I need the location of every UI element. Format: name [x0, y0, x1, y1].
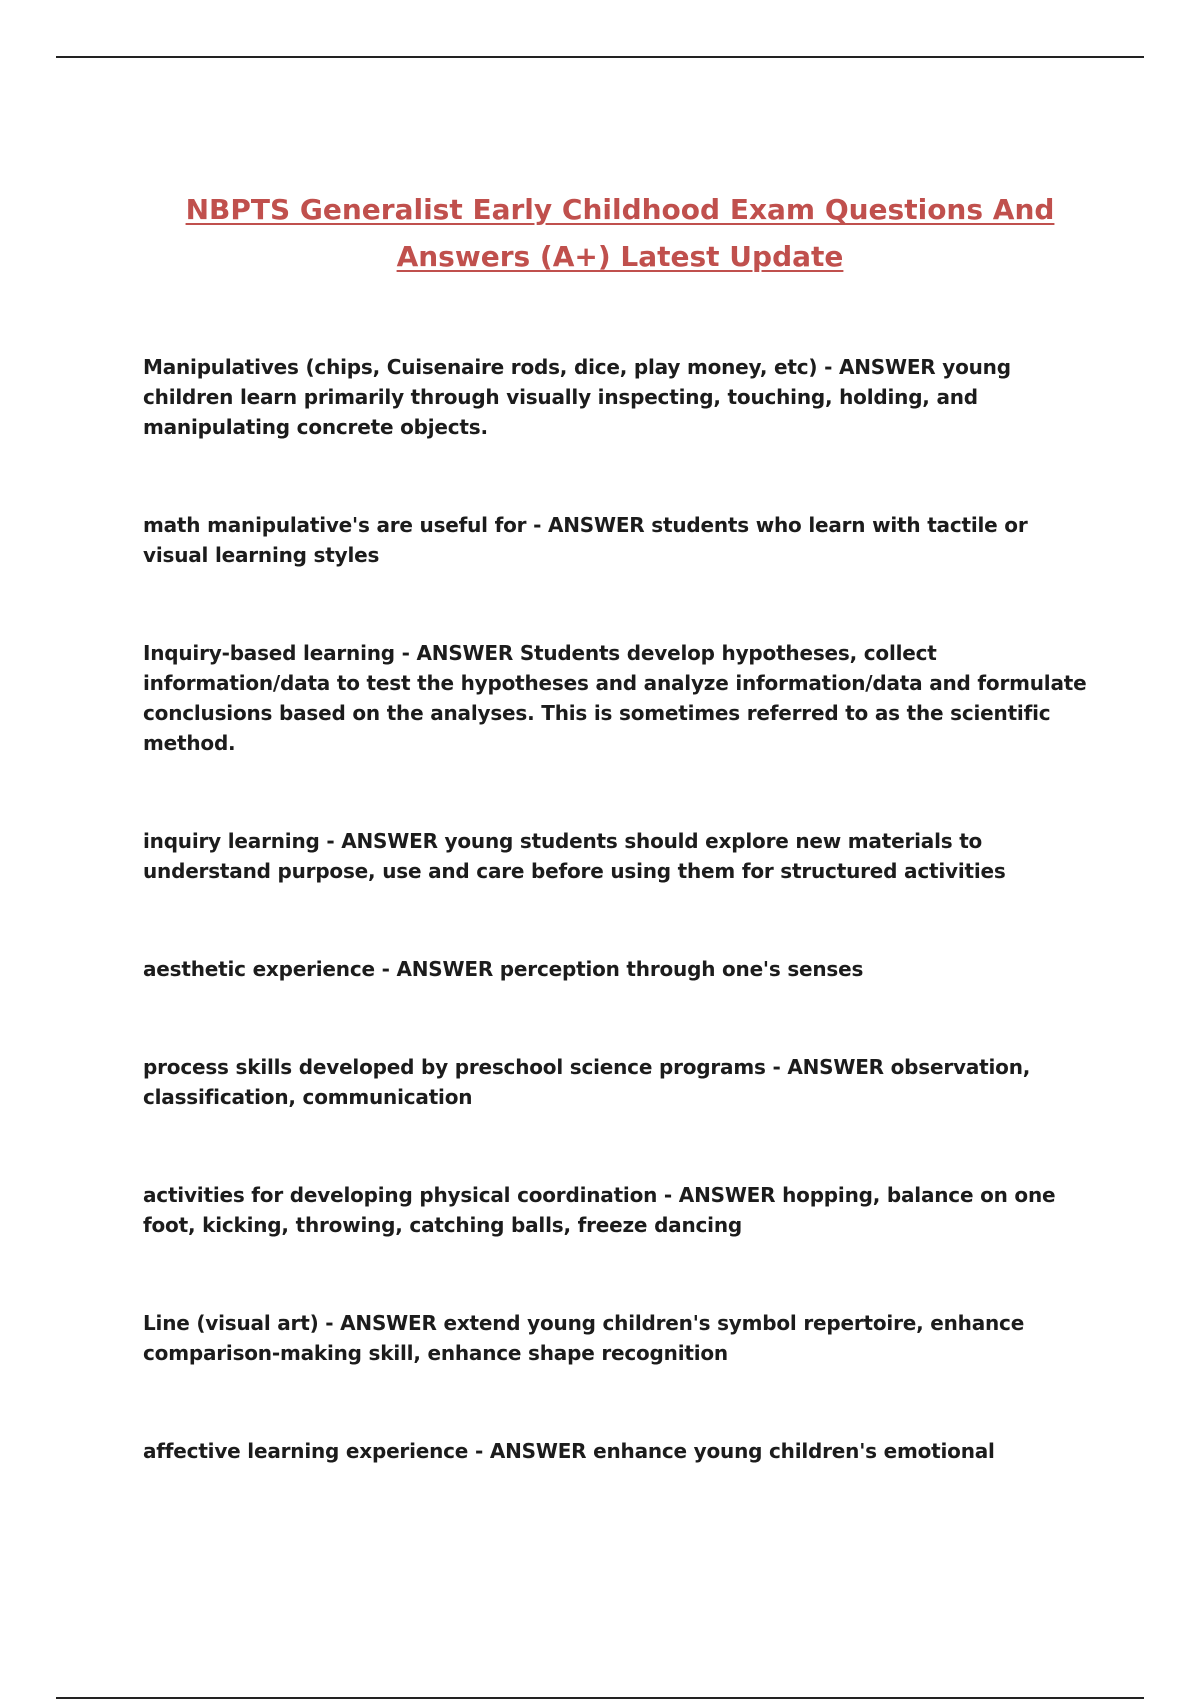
- qa-answer: young children learn primarily through visually inspecting, touching, holding, and manipulating concrete objects.: [143, 355, 1011, 439]
- qa-answer: hopping, balance on one foot, kicking, throwing, catching balls, freeze dancing: [143, 1183, 1056, 1237]
- title-line-2: Answers (A+) Latest Update: [396, 240, 844, 273]
- qa-term: activities for developing physical coordination: [143, 1183, 658, 1207]
- qa-separator: - ANSWER: [468, 1439, 594, 1463]
- qa-answer: students who learn with tactile or visual learning styles: [143, 513, 1028, 567]
- qa-separator: - ANSWER: [394, 641, 520, 665]
- qa-term: Line (visual art): [143, 1311, 319, 1335]
- qa-item: [143, 510, 1093, 570]
- qa-item: [143, 954, 1093, 984]
- qa-term: Inquiry-based learning: [143, 641, 395, 665]
- qa-term: math manipulative's are useful for: [143, 513, 527, 537]
- qa-term: inquiry learning: [143, 829, 320, 853]
- qa-term: affective learning experience: [143, 1439, 469, 1463]
- qa-term: process skills developed by preschool science programs: [143, 1055, 766, 1079]
- qa-item: [143, 1180, 1093, 1240]
- qa-separator: - ANSWER: [374, 957, 500, 981]
- qa-item: [143, 1436, 1093, 1466]
- qa-answer: perception through one's senses: [499, 957, 864, 981]
- qa-separator: - ANSWER: [318, 1311, 444, 1335]
- qa-item: [143, 638, 1093, 758]
- qa-list: [143, 352, 1093, 1534]
- qa-separator: - ANSWER: [657, 1183, 783, 1207]
- document-title: [140, 186, 1100, 280]
- qa-separator: - ANSWER: [319, 829, 445, 853]
- qa-answer: extend young children's symbol repertoire, enhance comparison-making skill, enhance shape recognition: [143, 1311, 1025, 1365]
- title-line-1: NBPTS Generalist Early Childhood Exam Questions And: [185, 193, 1055, 226]
- qa-term: Manipulatives (chips, Cuisenaire rods, dice, play money, etc): [143, 355, 818, 379]
- qa-item: [143, 826, 1093, 886]
- qa-item: [143, 1052, 1093, 1112]
- qa-answer: observation, classification, communication: [143, 1055, 1031, 1109]
- qa-separator: - ANSWER: [817, 355, 943, 379]
- qa-item: [143, 352, 1093, 442]
- top-divider: [56, 56, 1144, 58]
- qa-answer: Students develop hypotheses, collect information/data to test the hypotheses and analyze information/data and formulate conclusions based on the analyses. This is sometimes referred to as the scientific method.: [143, 641, 1087, 755]
- bottom-divider: [56, 1697, 1144, 1699]
- qa-answer: enhance young children's emotional: [593, 1439, 995, 1463]
- qa-separator: - ANSWER: [526, 513, 652, 537]
- qa-item: [143, 1308, 1093, 1368]
- qa-term: aesthetic experience: [143, 957, 375, 981]
- qa-answer: young students should explore new materials to understand purpose, use and care before using them for structured activities: [143, 829, 1006, 883]
- qa-separator: - ANSWER: [765, 1055, 891, 1079]
